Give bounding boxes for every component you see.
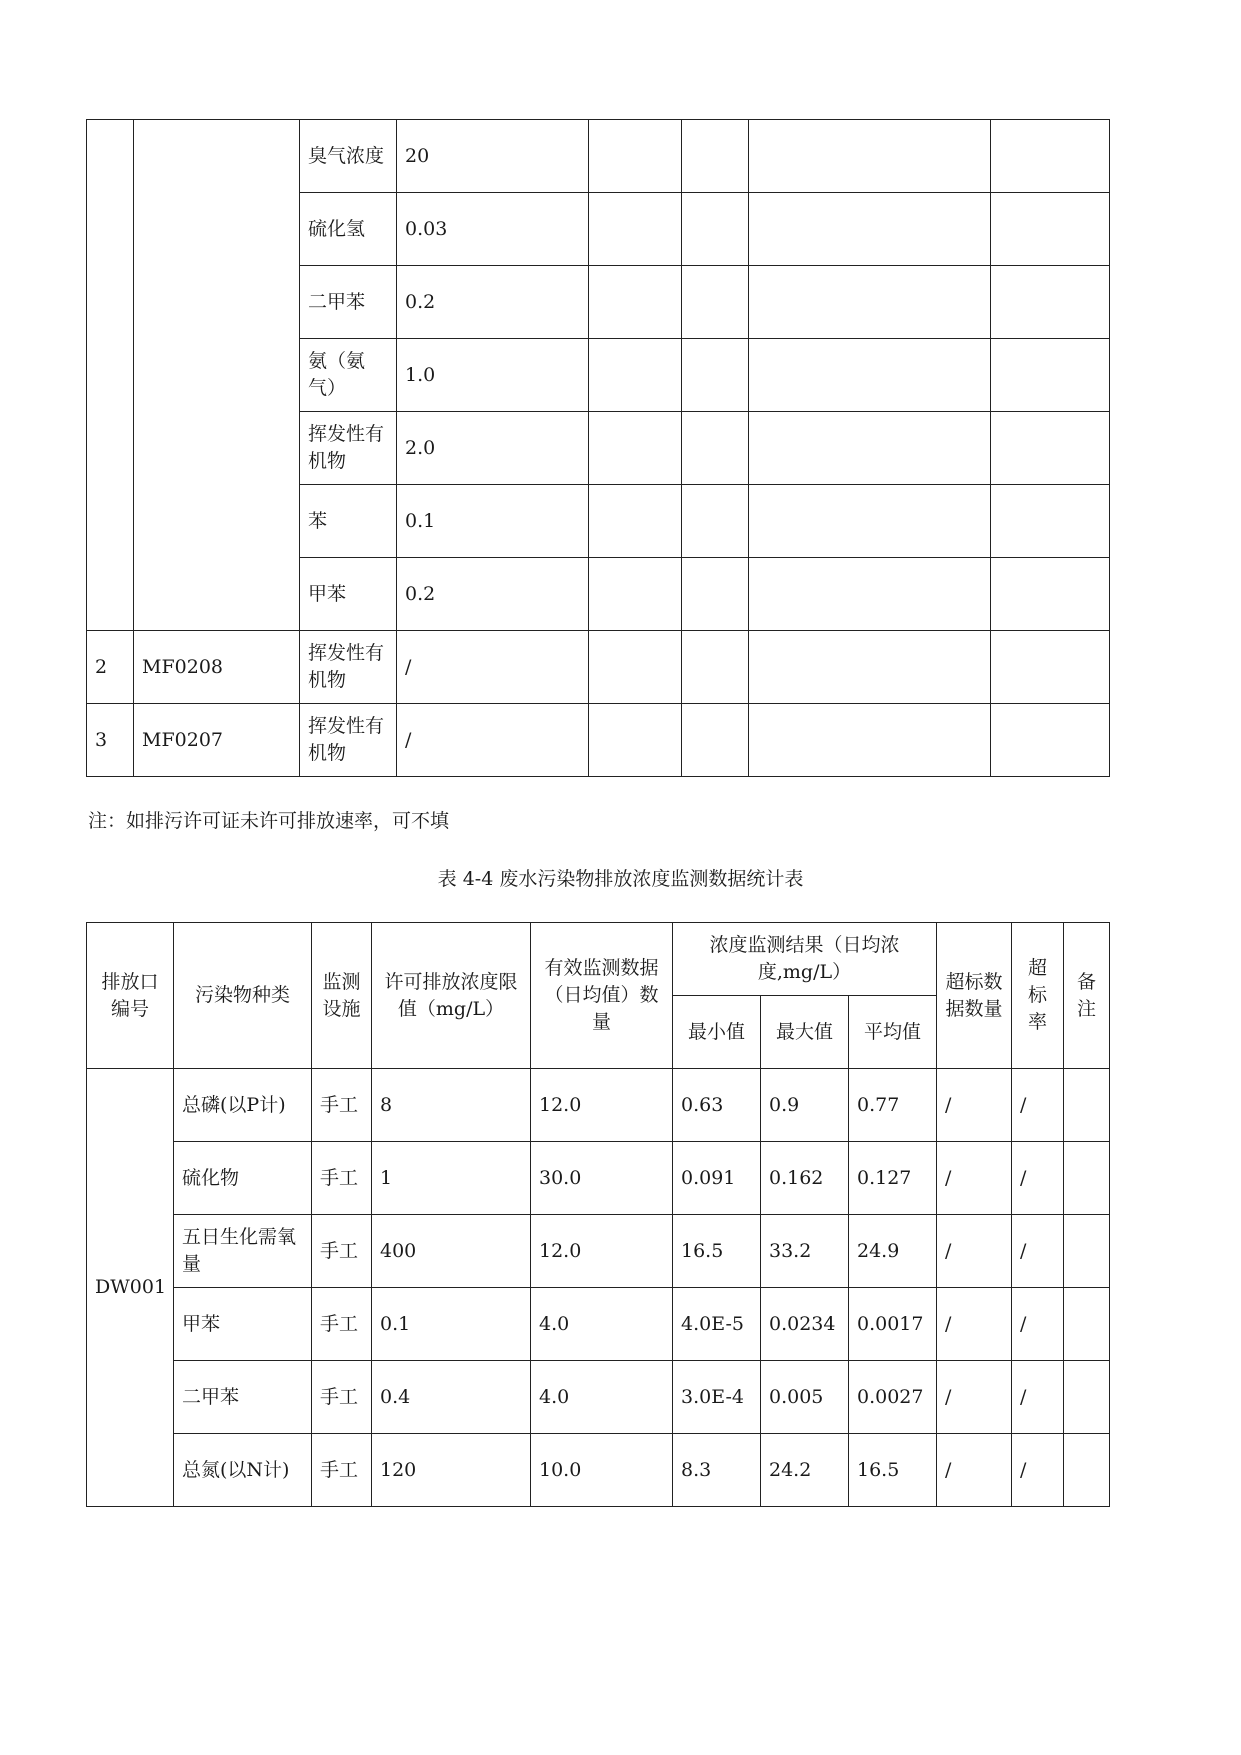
avg-cell: 0.127 xyxy=(849,1142,937,1215)
pollutant-cell: 苯 xyxy=(300,485,397,558)
pollutant-cell: 五日生化需氧量 xyxy=(174,1215,312,1288)
header-max: 最大值 xyxy=(761,996,849,1069)
pollutant-cell: 总磷(以P计) xyxy=(174,1069,312,1142)
header-outlet: 排放口编号 xyxy=(87,923,174,1069)
table-row xyxy=(87,120,1110,193)
header-result-group: 浓度监测结果（日均浓度,mg/L） xyxy=(673,923,937,996)
facility-cell: 手工 xyxy=(312,1288,372,1361)
pollutant-cell: 总氮(以N计) xyxy=(174,1434,312,1507)
row-number-cell: 3 xyxy=(87,704,134,777)
facility-cell: 手工 xyxy=(312,1215,372,1288)
min-cell: 4.0E-5 xyxy=(673,1288,761,1361)
wastewater-monitoring-table xyxy=(86,922,1110,1507)
pollutant-cell: 二甲苯 xyxy=(174,1361,312,1434)
header-exceed-count: 超标数据数量 xyxy=(937,923,1012,1069)
limit-cell: 0.4 xyxy=(372,1361,531,1434)
remark-cell xyxy=(1064,1215,1110,1288)
min-cell: 16.5 xyxy=(673,1215,761,1288)
max-cell: 0.0234 xyxy=(761,1288,849,1361)
header-limit: 许可排放浓度限值（mg/L） xyxy=(372,923,531,1069)
exceed-rate-cell: / xyxy=(1012,1434,1064,1507)
pollutant-cell: 挥发性有机物 xyxy=(300,412,397,485)
min-cell: 0.091 xyxy=(673,1142,761,1215)
exceed-count-cell: / xyxy=(937,1215,1012,1288)
remark-cell xyxy=(1064,1434,1110,1507)
limit-cell: / xyxy=(397,631,589,704)
table-row xyxy=(87,1069,1110,1142)
limit-cell: 2.0 xyxy=(397,412,589,485)
max-cell: 24.2 xyxy=(761,1434,849,1507)
valid-count-cell: 4.0 xyxy=(531,1288,673,1361)
limit-cell: 0.1 xyxy=(397,485,589,558)
header-min: 最小值 xyxy=(673,996,761,1069)
facility-cell: 手工 xyxy=(312,1434,372,1507)
table-row xyxy=(87,704,1110,777)
limit-cell: 120 xyxy=(372,1434,531,1507)
remark-cell xyxy=(1064,1142,1110,1215)
max-cell: 33.2 xyxy=(761,1215,849,1288)
max-cell: 0.162 xyxy=(761,1142,849,1215)
header-pollutant: 污染物种类 xyxy=(174,923,312,1069)
pollutant-cell: 氨（氨气） xyxy=(300,339,397,412)
remark-cell xyxy=(1064,1288,1110,1361)
exceed-count-cell: / xyxy=(937,1434,1012,1507)
limit-cell: 8 xyxy=(372,1069,531,1142)
pollutant-cell: 挥发性有机物 xyxy=(300,631,397,704)
exceed-rate-cell: / xyxy=(1012,1215,1064,1288)
max-cell: 0.9 xyxy=(761,1069,849,1142)
header-valid-count: 有效监测数据（日均值）数量 xyxy=(531,923,673,1069)
table-row xyxy=(87,1215,1110,1288)
outlet-cell: MF0207 xyxy=(134,704,300,777)
avg-cell: 0.0017 xyxy=(849,1288,937,1361)
exceed-count-cell: / xyxy=(937,1361,1012,1434)
row-number-cell: 2 xyxy=(87,631,134,704)
pollutant-cell: 二甲苯 xyxy=(300,266,397,339)
max-cell: 0.005 xyxy=(761,1361,849,1434)
exceed-rate-cell: / xyxy=(1012,1142,1064,1215)
header-avg: 平均值 xyxy=(849,996,937,1069)
avg-cell: 0.77 xyxy=(849,1069,937,1142)
limit-cell: 20 xyxy=(397,120,589,193)
exceed-rate-cell: / xyxy=(1012,1361,1064,1434)
outlet-cell xyxy=(134,120,300,631)
exceed-count-cell: / xyxy=(937,1069,1012,1142)
pollutant-cell: 臭气浓度 xyxy=(300,120,397,193)
avg-cell: 0.0027 xyxy=(849,1361,937,1434)
outlet-cell: DW001 xyxy=(87,1069,174,1507)
remark-cell xyxy=(1064,1361,1110,1434)
pollutant-cell: 硫化氢 xyxy=(300,193,397,266)
min-cell: 8.3 xyxy=(673,1434,761,1507)
table-note: 注：如排污许可证未许可排放速率，可不填 xyxy=(88,810,450,832)
outlet-cell: MF0208 xyxy=(134,631,300,704)
table-row xyxy=(87,1288,1110,1361)
exceed-count-cell: / xyxy=(937,1288,1012,1361)
header-exceed-rate: 超标率 xyxy=(1012,923,1064,1069)
limit-cell: 0.03 xyxy=(397,193,589,266)
air-emission-table-continued xyxy=(86,119,1110,777)
limit-cell: 0.2 xyxy=(397,558,589,631)
valid-count-cell: 4.0 xyxy=(531,1361,673,1434)
limit-cell: 1 xyxy=(372,1142,531,1215)
facility-cell: 手工 xyxy=(312,1361,372,1434)
exceed-count-cell: / xyxy=(937,1142,1012,1215)
pollutant-cell: 甲苯 xyxy=(300,558,397,631)
exceed-rate-cell: / xyxy=(1012,1069,1064,1142)
facility-cell: 手工 xyxy=(312,1069,372,1142)
pollutant-cell: 硫化物 xyxy=(174,1142,312,1215)
exceed-rate-cell: / xyxy=(1012,1288,1064,1361)
pollutant-cell: 甲苯 xyxy=(174,1288,312,1361)
valid-count-cell: 12.0 xyxy=(531,1069,673,1142)
valid-count-cell: 12.0 xyxy=(531,1215,673,1288)
valid-count-cell: 30.0 xyxy=(531,1142,673,1215)
avg-cell: 16.5 xyxy=(849,1434,937,1507)
table-title: 表 4-4 废水污染物排放浓度监测数据统计表 xyxy=(437,868,804,890)
pollutant-cell: 挥发性有机物 xyxy=(300,704,397,777)
avg-cell: 24.9 xyxy=(849,1215,937,1288)
header-row xyxy=(87,923,1110,996)
table-row xyxy=(87,1361,1110,1434)
limit-cell: / xyxy=(397,704,589,777)
min-cell: 3.0E-4 xyxy=(673,1361,761,1434)
remark-cell xyxy=(1064,1069,1110,1142)
table-row xyxy=(87,631,1110,704)
limit-cell: 0.1 xyxy=(372,1288,531,1361)
valid-count-cell: 10.0 xyxy=(531,1434,673,1507)
table-row xyxy=(87,1142,1110,1215)
header-remark: 备注 xyxy=(1064,923,1110,1069)
limit-cell: 0.2 xyxy=(397,266,589,339)
facility-cell: 手工 xyxy=(312,1142,372,1215)
row-number-cell xyxy=(87,120,134,631)
table-row xyxy=(87,1434,1110,1507)
header-facility: 监测设施 xyxy=(312,923,372,1069)
min-cell: 0.63 xyxy=(673,1069,761,1142)
limit-cell: 1.0 xyxy=(397,339,589,412)
limit-cell: 400 xyxy=(372,1215,531,1288)
